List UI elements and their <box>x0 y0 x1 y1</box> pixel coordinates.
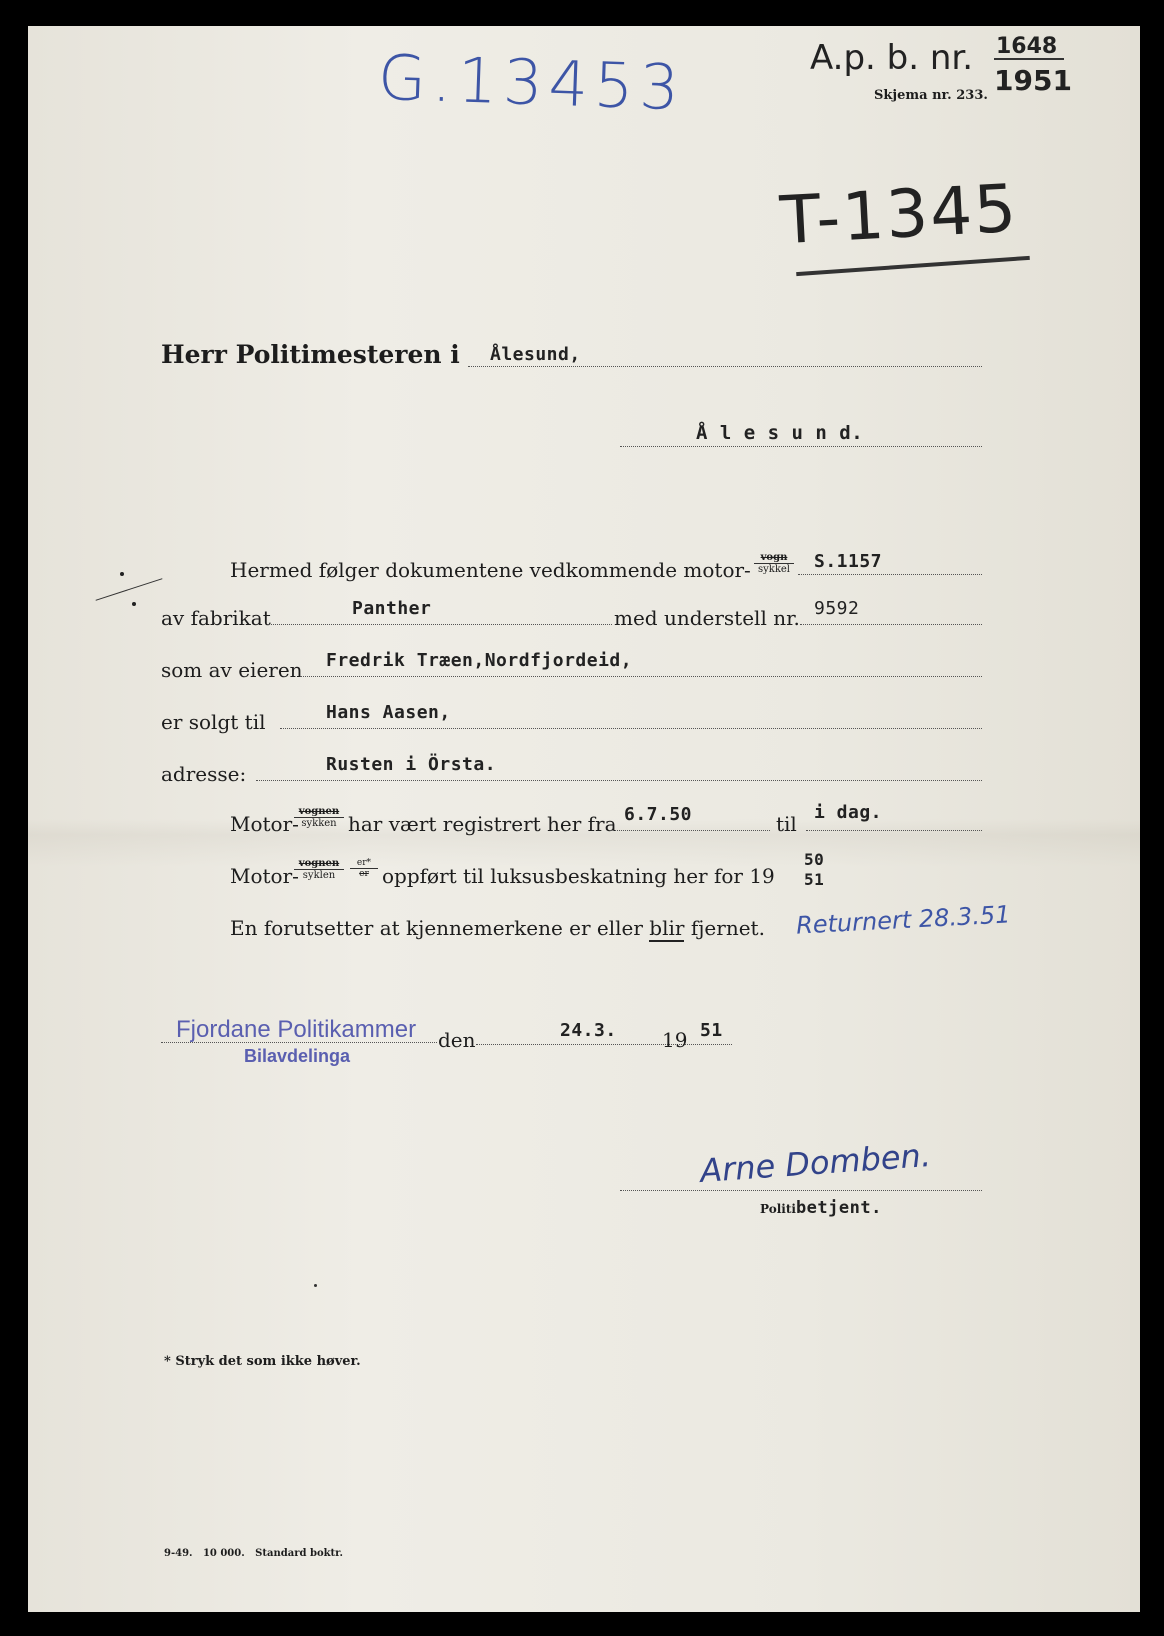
lux-fraction-top: vognen <box>298 858 340 869</box>
assume-post: fjernet. <box>690 916 765 940</box>
line1-label: Hermed følger dokumentene vedkommende motor- <box>230 558 751 582</box>
city-value: Å l e s u n d. <box>696 422 864 444</box>
line1-value: S.1157 <box>814 551 883 572</box>
reg-from-dotted-line <box>610 830 770 831</box>
ap-label: A.p. b. nr. <box>810 38 974 78</box>
lux-er-bottom: er <box>359 869 369 879</box>
understell-label: med understell nr. <box>614 606 800 630</box>
margin-dot-2 <box>132 602 136 606</box>
line1-fraction-bottom: sykkel <box>757 564 791 575</box>
reg-from-value: 6.7.50 <box>624 804 693 825</box>
addressee-dotted-line <box>468 366 982 367</box>
assume-underlined: blir <box>649 916 685 940</box>
title-print: Politi <box>760 1202 796 1216</box>
fabrikat-label: av fabrikat <box>161 606 271 630</box>
form-number: Skjema nr. 233. <box>874 88 988 103</box>
signature-title <box>760 1198 882 1218</box>
solgt-value: Hans Aasen, <box>326 702 451 723</box>
handwritten-file-number: G.13453 <box>376 40 687 125</box>
reg-til-dotted-line <box>806 830 982 831</box>
lux-er-top: er* <box>356 858 372 868</box>
addressee-value: Ålesund, <box>490 344 581 365</box>
t-underline <box>796 256 1030 276</box>
reg-label-text: har vært registrert her fra <box>348 812 617 836</box>
date-value: 24.3. <box>560 1020 617 1041</box>
reg-til-label: til <box>776 812 797 836</box>
fabrikat-value: Panther <box>352 598 432 619</box>
reg-fraction-bottom: sykken <box>301 818 337 829</box>
solgt-dotted-line <box>280 728 982 729</box>
reg-label-motor: Motor- <box>230 812 299 836</box>
lux-label-text: oppført til luksusbeskatning her for 19 <box>382 864 775 888</box>
stamp-line1: Fjordane Politikammer <box>176 1016 417 1043</box>
city-dotted-line <box>620 446 982 447</box>
eier-value: Fredrik Træen,Nordfjordeid, <box>326 650 633 671</box>
lux-er-fraction <box>350 858 378 879</box>
understell-dotted-line <box>800 624 982 625</box>
line1-fraction <box>754 552 794 575</box>
year-prefix: 19 <box>662 1028 688 1052</box>
margin-dot-1 <box>120 572 124 576</box>
den-label: den <box>438 1028 476 1052</box>
printer-line: 9-49. 10 000. Standard boktr. <box>164 1548 343 1559</box>
document-paper <box>28 26 1140 1612</box>
signature-dotted-line <box>620 1190 982 1191</box>
addressee-label: Herr Politimesteren i <box>161 340 460 369</box>
reg-fraction <box>294 806 344 829</box>
reg-til-value: i dag. <box>814 802 883 823</box>
lux-label-motor: Motor- <box>230 864 299 888</box>
lux-fraction-bottom: syklen <box>302 870 336 881</box>
returned-note: Returnert 28.3.51 <box>795 900 1012 940</box>
line1-dotted-line <box>798 574 982 575</box>
reg-fraction-top: vognen <box>298 806 340 817</box>
lux-year-bottom: 51 <box>804 870 825 889</box>
assume-line <box>230 916 765 940</box>
solgt-label: er solgt til <box>161 710 266 734</box>
understell-value: 9592 <box>814 598 860 619</box>
ap-number: 1648 <box>996 34 1058 59</box>
year-suffix: 51 <box>700 1020 723 1041</box>
eier-dotted-line <box>300 676 982 677</box>
line1-fraction-top: vogn <box>760 552 788 563</box>
stamp-line2: Bilavdelinga <box>244 1046 351 1066</box>
date-dotted-line <box>476 1044 732 1045</box>
lux-fraction <box>294 858 344 881</box>
ap-year: 1951 <box>994 64 1072 97</box>
adresse-label: adresse: <box>161 762 247 786</box>
signature: Arne Domben. <box>698 1135 933 1191</box>
t-number: T-1345 <box>778 169 1020 260</box>
adresse-dotted-line <box>256 780 982 781</box>
fabrikat-dotted-line <box>268 624 612 625</box>
ap-underline <box>994 58 1064 60</box>
eier-label: som av eieren <box>161 658 303 682</box>
lux-year-top: 50 <box>804 850 825 869</box>
margin-slash <box>96 578 163 601</box>
footnote: * Stryk det som ikke høver. <box>164 1354 361 1369</box>
title-typed: betjent. <box>795 1198 882 1218</box>
stray-dot <box>314 1284 317 1287</box>
assume-pre: En forutsetter at kjennemerkene er eller <box>230 916 643 940</box>
adresse-value: Rusten i Örsta. <box>326 754 497 775</box>
